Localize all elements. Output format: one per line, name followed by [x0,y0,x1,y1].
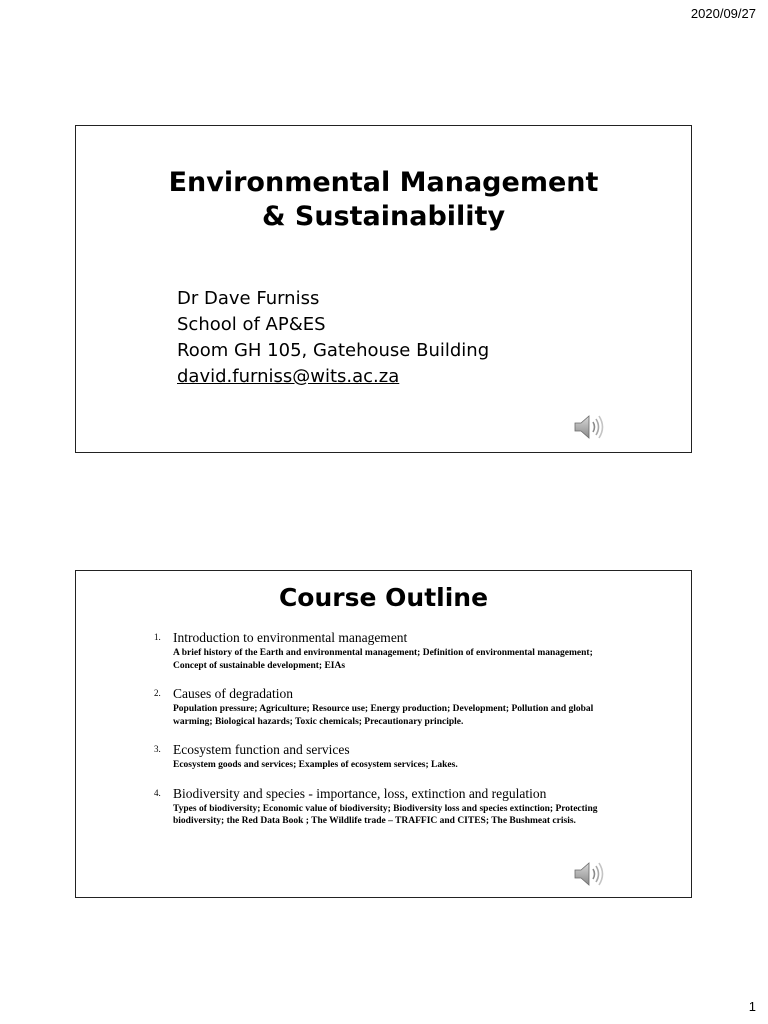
item-heading: Introduction to environmental management [173,630,408,645]
list-item [154,741,624,772]
author-email-link[interactable]: david.furniss@wits.ac.za [177,366,400,387]
item-description: Types of biodiversity; Economic value of biodiversity; Biodiversity loss and species extinction; Protecting biodiversity; the Red Data Book ; The Wildlife trade – TRAFFIC and CITES; The Bushmeat crisis. [173,803,598,826]
course-outline-slide [75,570,692,898]
author-school: School of AP&ES [177,314,326,335]
author-info [177,286,489,390]
item-number: 4. [154,787,161,798]
item-number: 2. [154,688,161,698]
item-heading: Ecosystem function and services [173,742,350,757]
list-item [154,685,624,728]
slide-title [76,166,691,234]
slide-title-line-1: Environmental Management [168,167,599,198]
slide-title-line-2: & Sustainability [261,201,506,232]
item-number: 3. [154,744,161,754]
title-slide [75,125,692,453]
speaker-icon[interactable] [572,412,606,442]
author-room: Room GH 105, Gatehouse Building [177,340,490,361]
item-number: 1. [154,632,161,642]
list-item [154,629,624,672]
page-number: 1 [748,999,756,1014]
item-heading: Biodiversity and species - importance, loss, extinction and regulation [173,785,547,801]
speaker-icon[interactable] [572,859,606,889]
page-date: 2020/09/27 [690,6,756,21]
list-item [154,785,624,828]
item-description: Population pressure; Agriculture; Resource use; Energy production; Development; Pollution and global warming; Biological hazards; Toxic chemicals; Precautionary principle. [173,704,594,727]
slide-title: Course Outline [278,583,489,612]
item-heading: Causes of degradation [173,686,293,701]
outline-list [154,629,624,841]
item-description: A brief history of the Earth and environmental management; Definition of environmental management; Concept of sustainable development; EIAs [173,648,593,671]
author-name: Dr Dave Furniss [177,288,320,309]
item-description: Ecosystem goods and services; Examples of ecosystem services; Lakes. [173,760,458,770]
